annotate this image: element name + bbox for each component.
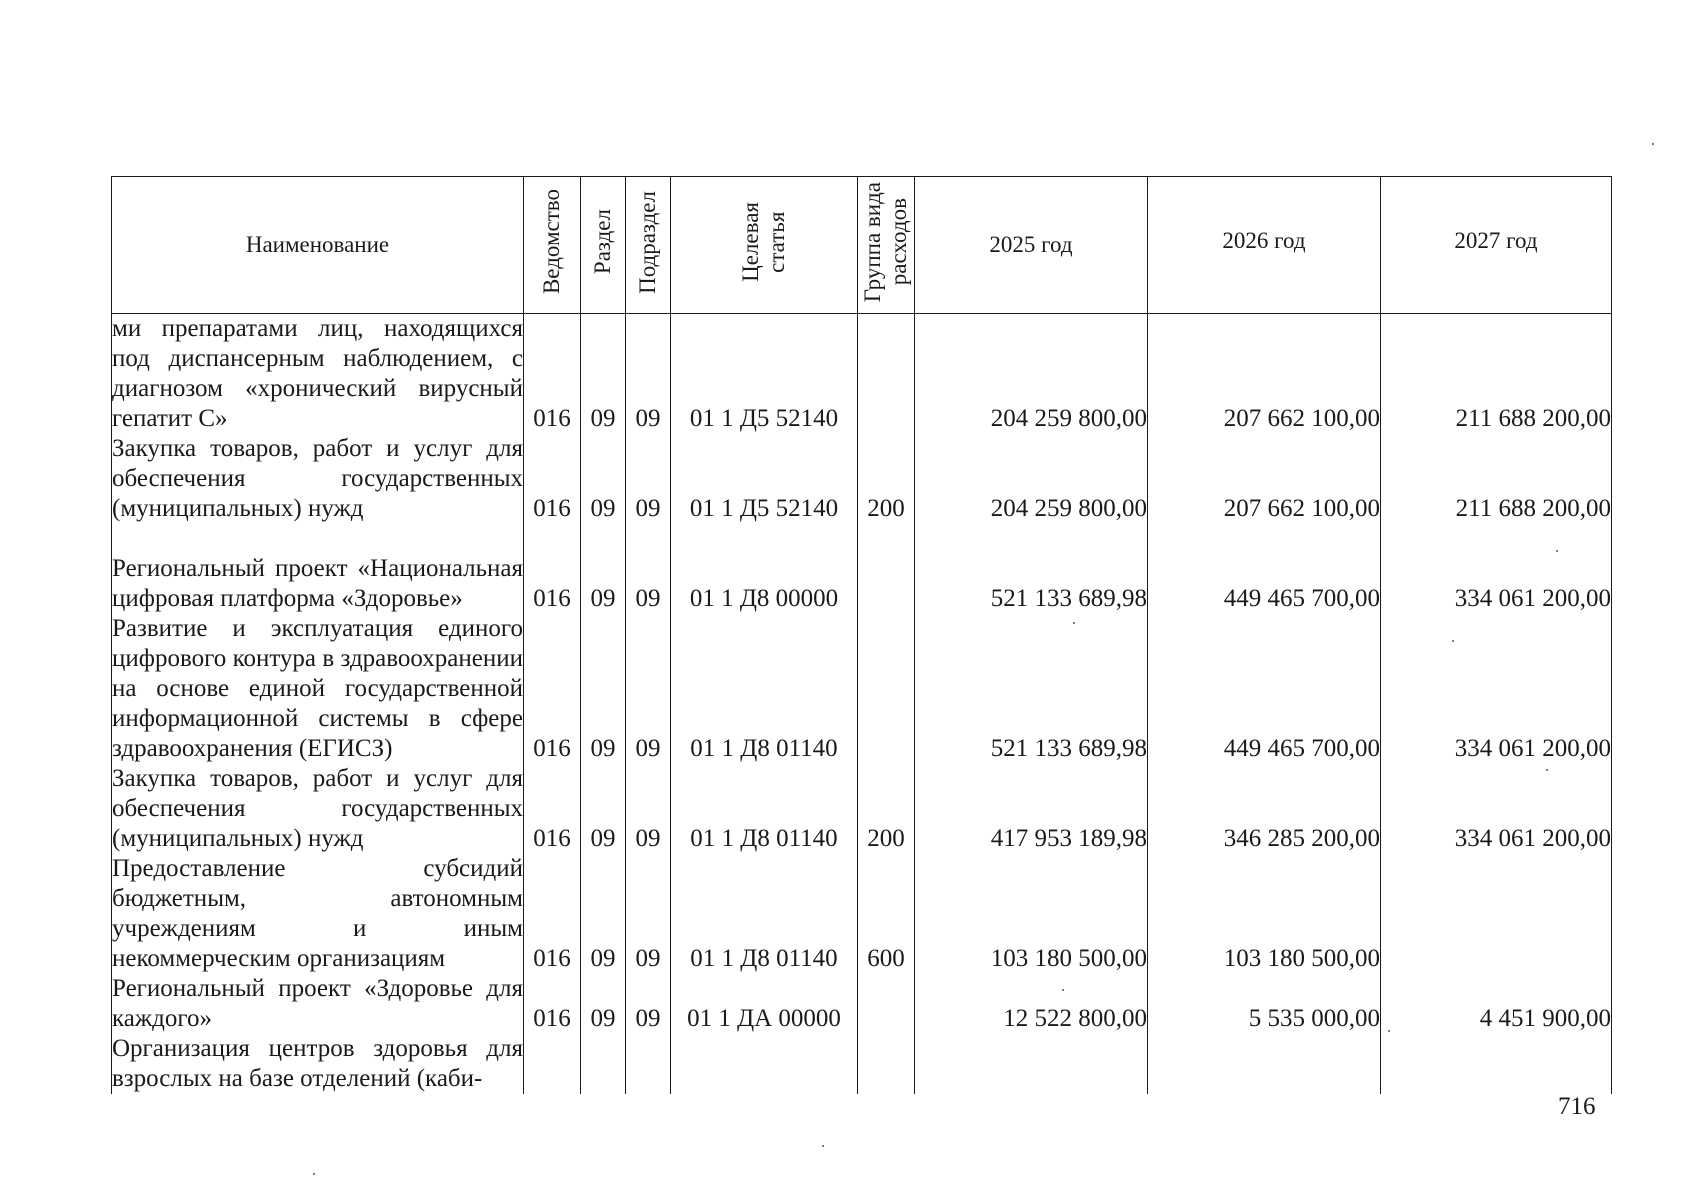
row-name: Предоставление субсидий бюджетным, автономным учреждениям и иным некоммерческим организациям	[112, 855, 523, 972]
row-department: 016	[524, 524, 581, 614]
scan-speck	[1388, 1030, 1390, 1032]
row-name: Организация центров здоровья для взрослых на базе отделений (каби-	[112, 1035, 523, 1092]
row-expense-group	[858, 614, 915, 764]
row-target-article: 01 1 Д5 52140	[671, 434, 858, 524]
row-amount-2025: 521 133 689,98	[915, 524, 1148, 614]
row-expense-group	[858, 524, 915, 614]
row-subsection: 09	[626, 614, 671, 764]
row-name: ми препаратами лиц, находящихся под диспансерным наблюдением, с диагнозом «хронический вирусный гепатит С»	[112, 315, 523, 432]
row-amount-2026: 449 465 700,00	[1148, 614, 1381, 764]
scan-speck	[1556, 550, 1558, 552]
row-amount-2025: 204 259 800,00	[915, 314, 1148, 435]
row-target-article	[671, 1034, 858, 1094]
row-section	[581, 1034, 626, 1094]
row-target-article: 01 1 Д5 52140	[671, 314, 858, 435]
scan-speck	[1452, 640, 1454, 642]
row-expense-group	[858, 1034, 915, 1094]
row-amount-2025: 417 953 189,98	[915, 764, 1148, 854]
row-target-article: 01 1 Д8 01140	[671, 854, 858, 974]
header-target-article: Целевая статья	[671, 177, 858, 314]
page-number: 716	[1558, 1093, 1596, 1120]
row-target-article: 01 1 Д8 01140	[671, 614, 858, 764]
header-2025: 2025 год	[915, 177, 1148, 314]
header-name: Наименование	[112, 177, 524, 314]
budget-table	[111, 176, 1612, 1094]
row-subsection: 09	[626, 974, 671, 1034]
row-amount-2026: 103 180 500,00	[1148, 854, 1381, 974]
row-name: Региональный проект «Здоровье для каждого»	[112, 975, 523, 1032]
row-department: 016	[524, 764, 581, 854]
row-department: 016	[524, 434, 581, 524]
row-department: 016	[524, 974, 581, 1034]
row-amount-2025	[915, 1034, 1148, 1094]
row-department: 016	[524, 854, 581, 974]
row-amount-2027	[1381, 1034, 1612, 1094]
row-expense-group	[858, 974, 915, 1034]
row-amount-2026: 346 285 200,00	[1148, 764, 1381, 854]
row-department: 016	[524, 614, 581, 764]
row-subsection: 09	[626, 314, 671, 435]
scan-speck	[1073, 622, 1075, 624]
row-amount-2027: 211 688 200,00	[1381, 434, 1612, 524]
row-subsection: 09	[626, 764, 671, 854]
table-row	[112, 314, 1612, 435]
row-expense-group: 200	[858, 434, 915, 524]
header-2026: 2026 год	[1148, 177, 1381, 314]
row-name: Региональный проект «Национальная цифровая платформа «Здоровье»	[112, 524, 524, 614]
row-amount-2025: 521 133 689,98	[915, 614, 1148, 764]
header-section: Раздел	[581, 177, 626, 314]
row-expense-group	[858, 314, 915, 435]
header-department: Ведомство	[524, 177, 581, 314]
row-amount-2025: 12 522 800,00	[915, 974, 1148, 1034]
table-row	[112, 854, 1612, 974]
row-amount-2025: 204 259 800,00	[915, 434, 1148, 524]
row-expense-group: 600	[858, 854, 915, 974]
row-amount-2027	[1381, 854, 1612, 974]
row-department	[524, 1034, 581, 1094]
row-amount-2027: 211 688 200,00	[1381, 314, 1612, 435]
header-expense-group: Группа вида расходов	[858, 177, 915, 314]
table-row	[112, 524, 1612, 614]
scan-speck	[313, 1173, 315, 1175]
header-subsection: Подраздел	[626, 177, 671, 314]
row-section: 09	[581, 314, 626, 435]
table-row	[112, 434, 1612, 524]
row-amount-2026: 449 465 700,00	[1148, 524, 1381, 614]
row-subsection: 09	[626, 434, 671, 524]
row-subsection	[626, 1034, 671, 1094]
row-amount-2027: 4 451 900,00	[1381, 974, 1612, 1034]
row-amount-2026	[1148, 1034, 1381, 1094]
table-row	[112, 764, 1612, 854]
table-header-row	[112, 177, 1612, 314]
row-section: 09	[581, 614, 626, 764]
row-section: 09	[581, 524, 626, 614]
row-amount-2026: 5 535 000,00	[1148, 974, 1381, 1034]
row-department: 016	[524, 314, 581, 435]
row-expense-group: 200	[858, 764, 915, 854]
row-amount-2027: 334 061 200,00	[1381, 764, 1612, 854]
row-amount-2027: 334 061 200,00	[1381, 524, 1612, 614]
row-section: 09	[581, 764, 626, 854]
row-subsection: 09	[626, 854, 671, 974]
row-section: 09	[581, 854, 626, 974]
table-row	[112, 614, 1612, 764]
row-amount-2025: 103 180 500,00	[915, 854, 1148, 974]
scan-speck	[1546, 769, 1548, 771]
row-name: Развитие и эксплуатация единого цифрового контура в здравоохранении на основе единой государственной информационной системы в сфере здравоохранения (ЕГИСЗ)	[112, 615, 523, 762]
scan-speck	[822, 1145, 824, 1147]
row-name: Закупка товаров, работ и услуг для обеспечения государственных (муниципальных) нужд	[112, 765, 523, 852]
table-row	[112, 974, 1612, 1034]
row-section: 09	[581, 974, 626, 1034]
table-row	[112, 1034, 1612, 1094]
row-subsection: 09	[626, 524, 671, 614]
row-amount-2027: 334 061 200,00	[1381, 614, 1612, 764]
header-2027: 2027 год	[1381, 177, 1612, 314]
scan-speck	[1652, 143, 1654, 145]
row-section: 09	[581, 434, 626, 524]
row-amount-2026: 207 662 100,00	[1148, 314, 1381, 435]
row-amount-2026: 207 662 100,00	[1148, 434, 1381, 524]
row-target-article: 01 1 ДА 00000	[671, 974, 858, 1034]
scan-speck	[1062, 989, 1064, 991]
row-name: Закупка товаров, работ и услуг для обеспечения государственных (муниципальных) нужд	[112, 435, 523, 522]
row-target-article: 01 1 Д8 00000	[671, 524, 858, 614]
row-target-article: 01 1 Д8 01140	[671, 764, 858, 854]
